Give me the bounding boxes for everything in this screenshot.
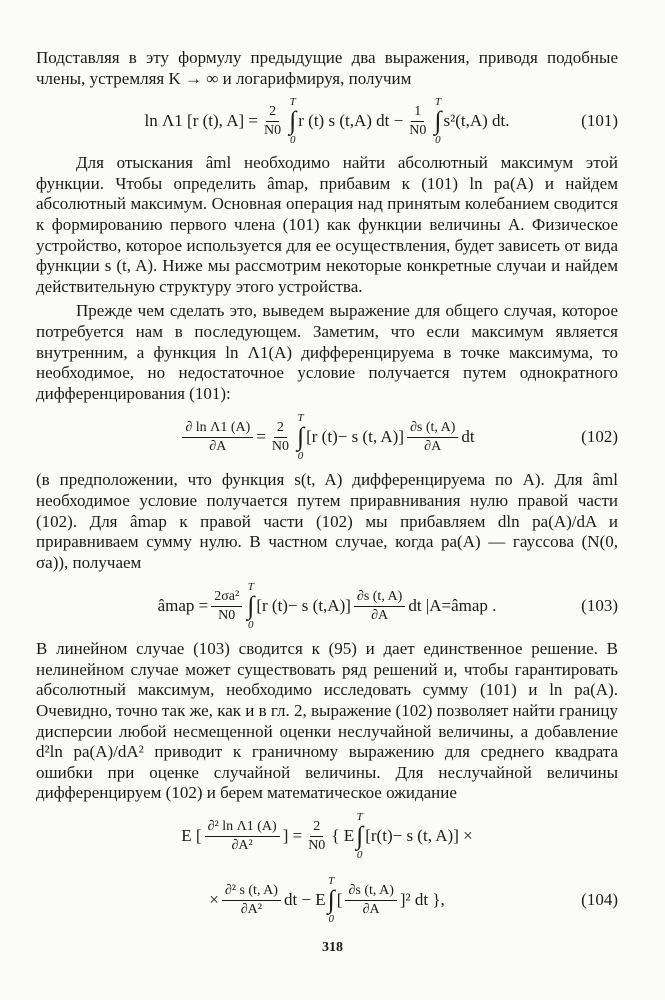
paragraph-3: Прежде чем сделать это, выведем выражение для общего случая, которое потребуется нам в последующем. Заметим, что если максимум является внутренним, а функция ln Λ1(A) дифференцируема в точке максимума, то необходимое, но недостаточное условие получается путем однократного дифференцирования (101): [36,301,618,403]
eq104-bracket-open: [ [336,890,343,910]
paragraph-4: (в предположении, что функция s(t, A) дифференцируема по A). Для âml необходимое условие получается путем приравнивания нулю правой части (102). Для âmap к правой части (102) мы прибавляем dln pa(A)/dA и приравниваем сумму нулю. В частном случае, когда pa(A) — гауссова (N(0, σa)), получаем [36,470,618,572]
paragraph-1: Подставляя в эту формулу предыдущие два выражения, приводя подобные члены, устремляя K → ∞ и логарифмируя, получим [36,48,618,88]
eq104-number: (104) [581,890,618,910]
eq103-fraction: $\frac{\text{2σa²}}{N0}$ [211,589,242,624]
eq104-mid: dt − E [283,890,326,910]
eq101-number: (101) [581,111,618,131]
eq104-integral-1: T ∫ 0 [356,811,364,862]
eq104-lhs-close: ] = [282,826,303,846]
page-number: 318 [322,940,343,955]
eq101-fraction-2: $\frac{1}{N0}$ [409,103,427,138]
eq102-equals: = [256,427,266,447]
eq103-body: [r (t)− s (t,A)] [256,596,351,616]
equation-104-line-1 [36,804,618,868]
eq101-integral-1: T ∫ 0 [289,96,297,147]
eq102-fraction: $\frac{2}{N0}$ [271,419,289,454]
eq102-tail: dt [461,427,475,447]
eq102-number: (102) [581,427,618,447]
eq104-first-derivative: $\frac{\partial s (t, A)}{\partial A}$ [345,883,396,918]
eq101-term-1: r (t) s (t,A) dt − [298,111,404,131]
eq102-body: [r (t)− s (t, A)] [306,427,404,447]
eq104-lhs-open: E [ [181,826,202,846]
eq103-tail: dt |A=âmap . [408,596,497,616]
eq104-lhs-fraction: $\frac{\text{∂² ln Λ1 (A)}}{\text{∂A²}}$ [205,819,280,854]
eq104-integral-2: T ∫ 0 [327,875,335,926]
eq103-number: (103) [581,596,618,616]
paragraph-5: В линейном случае (103) сводится к (95) и дает единственное решение. В нелинейном случае может существовать ряд решений и, чтобы гарантировать абсолютный максимум, необходимо исследовать сумму (101) и ln pa(A). Очевидно, точно так же, как и в гл. 2, выражение (102) позволяет найти границу дисперсии любой несмещенной оценки неслучайной величины, а добавление d²ln pa(A)/dA² приводит к граничному выражению для среднего квадрата ошибки при оценке случайной величины. Для неслучайной величины дифференцируем (102) и берем математическое ожидание [36,639,618,803]
eq102-integral: T ∫ 0 [296,412,305,463]
eq104-times: × [209,890,219,910]
eq104-bracket-close: ]² dt }, [399,890,445,910]
eq103-derivative: $\frac{\partial s (t, A)}{\partial A}$ [354,589,405,624]
eq101-fraction-1: $\frac{2}{N0}$ [264,103,282,138]
equation-104-line-2 [36,868,618,932]
equation-103 [36,573,618,639]
eq104-body-1: [r(t)− s (t, A)] × [365,826,473,846]
eq101-integral-2: T ∫ 0 [434,96,442,147]
eq101-term-2: s²(t,A) dt. [443,111,510,131]
eq104-brace-open: { E [331,826,355,846]
eq103-lhs: âmap = [157,596,209,616]
eq101-lhs: ln Λ1 [r (t), A] = [144,111,259,131]
eq104-second-derivative: $\frac{\text{∂² s (t, A)}}{\text{∂A²}}$ [222,883,281,918]
paragraph-2: Для отыскания âml необходимо найти абсолютный максимум этой функции. Чтобы определить âmap, прибавим к (101) ln pa(A) и найдем абсолютный максимум. Основная операция над принятым колебанием сводится к формированию первого члена (101) как функции величины A. Физическое устройство, которое используется для ее осуществления, будет зависеть от вида функции s (t, A). Ниже мы рассмотрим некоторые конкретные случаи и найдем действительную структуру этого устройства. [36,153,618,296]
eq102-derivative: $\frac{\partial s (t, A)}{\partial A}$ [407,420,458,455]
equation-102 [36,404,618,470]
page-body [36,48,618,932]
eq103-integral: T ∫ 0 [247,581,255,632]
eq102-lhs-fraction: $\frac{\text{∂ ln Λ1 (A)}}{\partial A}$ [182,420,253,455]
equation-101 [36,89,618,153]
eq104-fraction: $\frac{2}{N0}$ [308,818,326,853]
